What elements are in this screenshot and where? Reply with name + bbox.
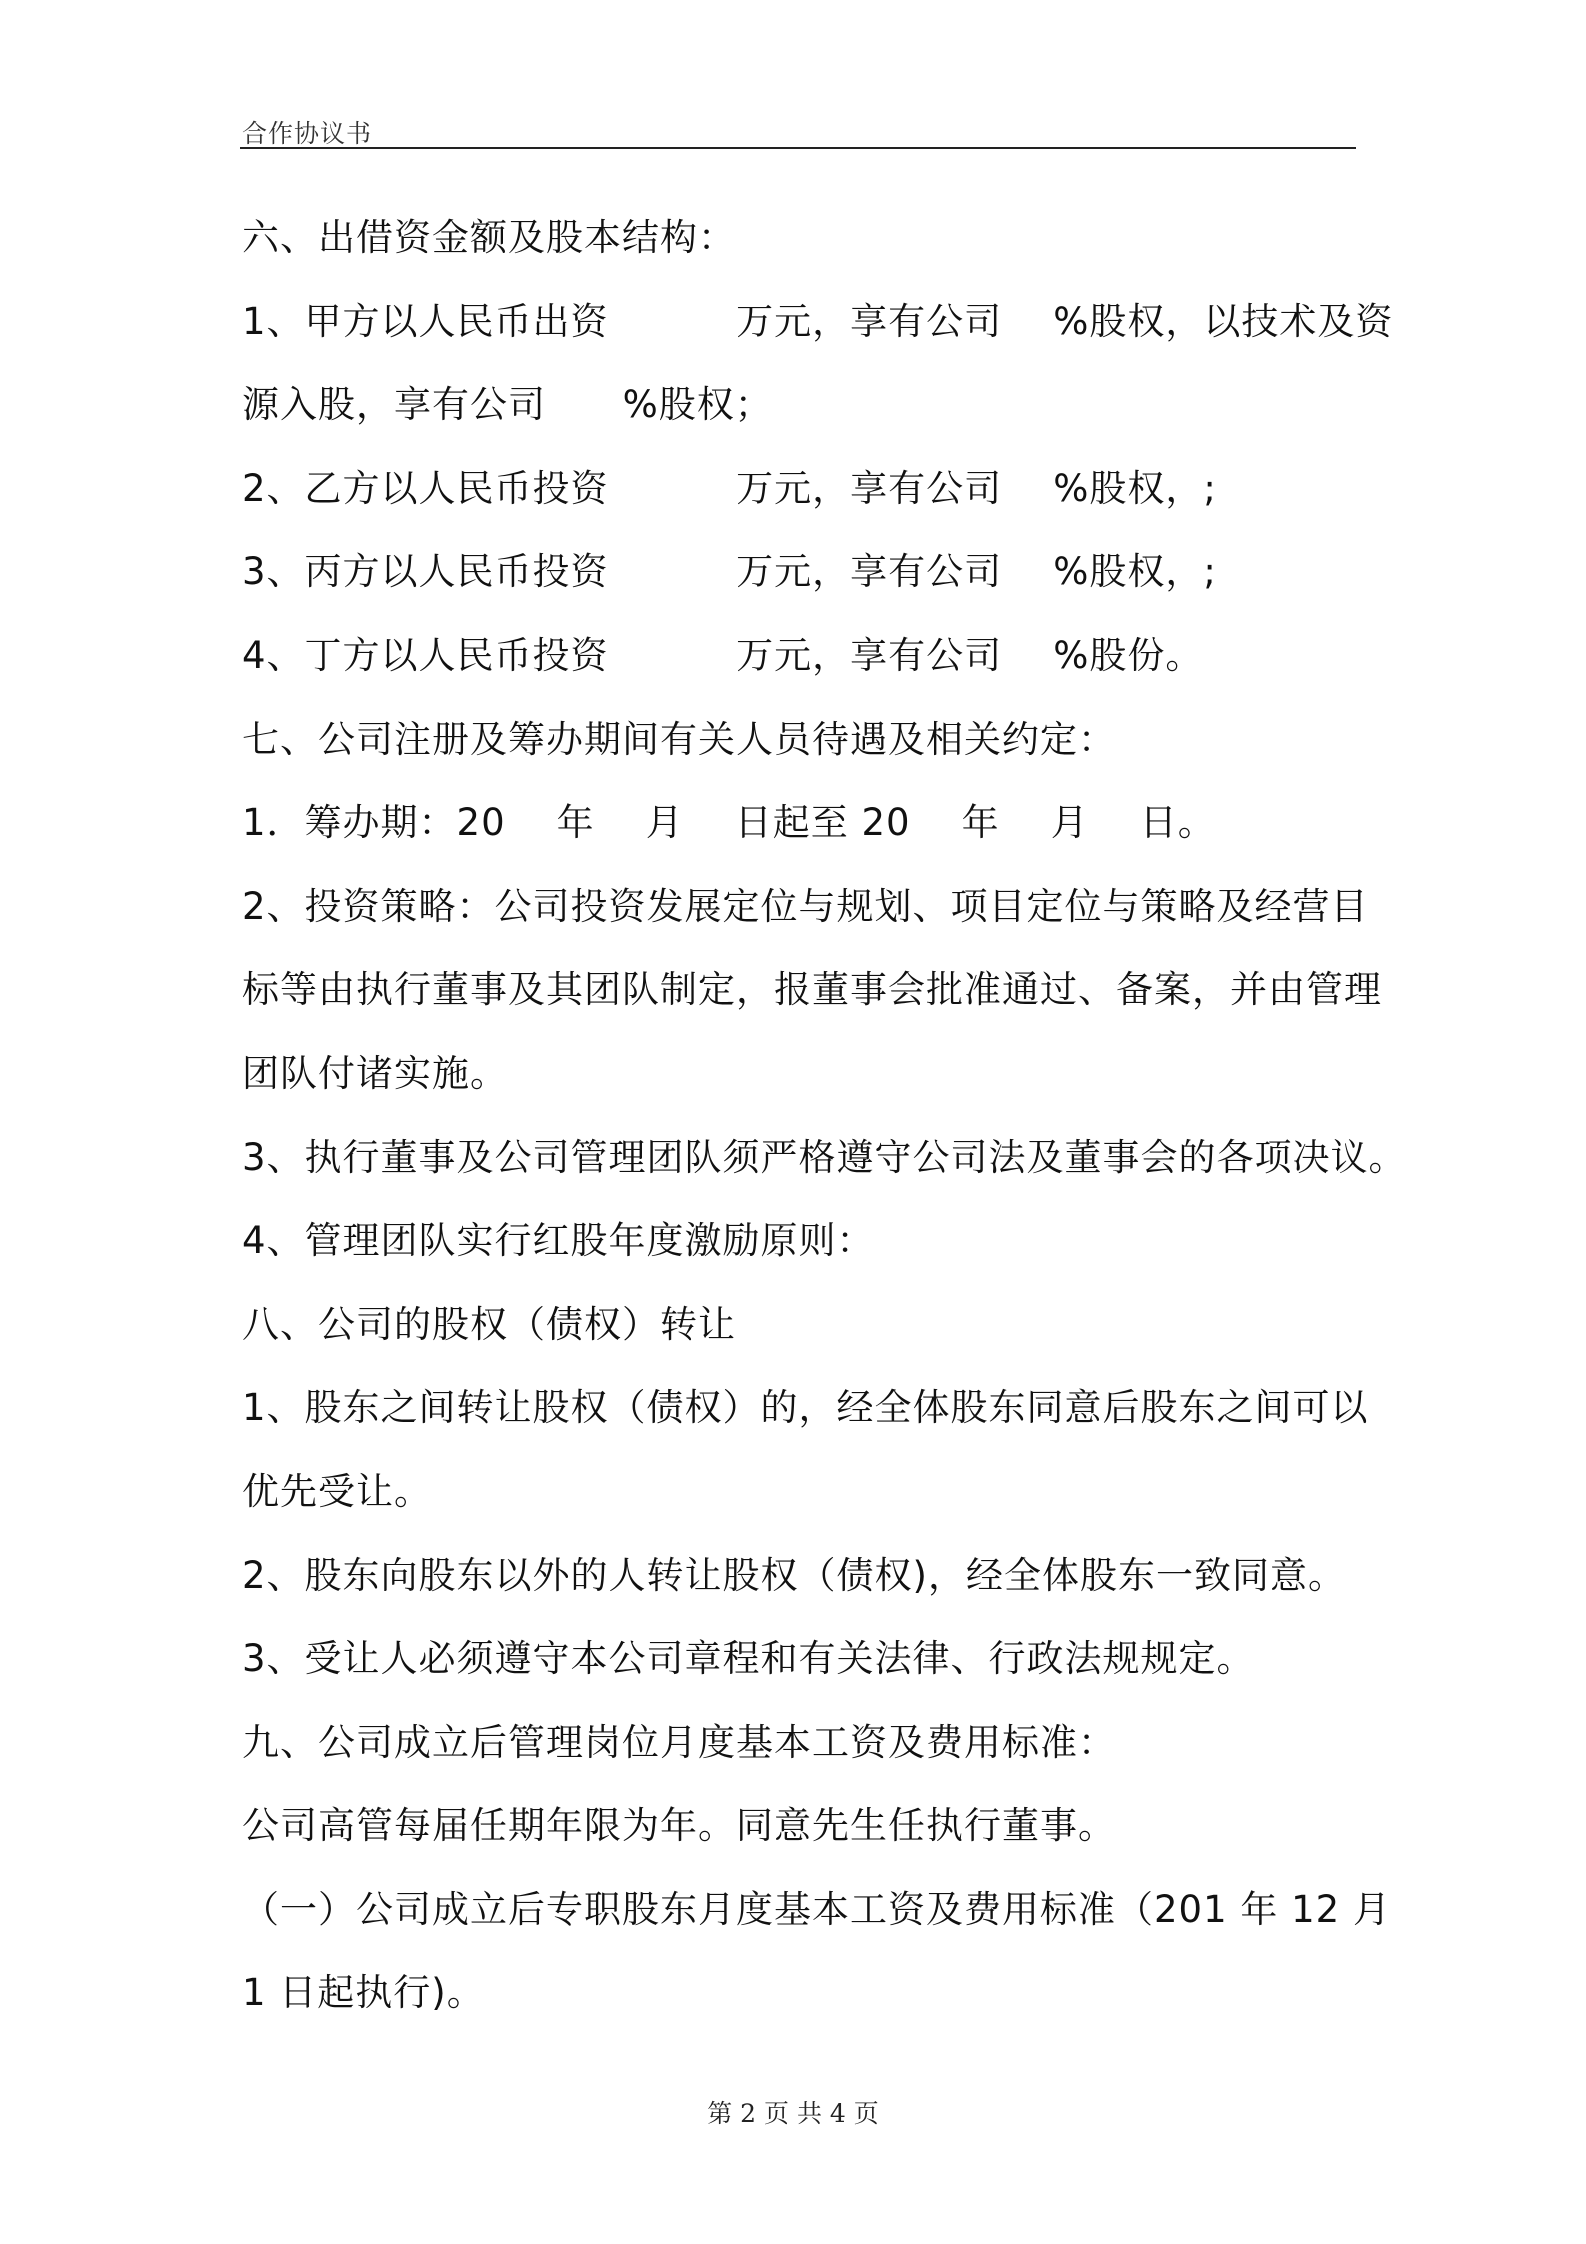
paragraph-line: 优先受让。 (242, 1469, 432, 1513)
section-heading-9: 九、公司成立后管理岗位月度基本工资及费用标准： (242, 1720, 1116, 1764)
paragraph-line: 团队付诸实施。 (242, 1051, 508, 1095)
section-heading-7: 七、公司注册及筹办期间有关人员待遇及相关约定： (242, 717, 1116, 761)
section-heading-8: 八、公司的股权（债权）转让 (242, 1302, 736, 1346)
section-heading-6: 六、出借资金额及股本结构： (242, 216, 736, 259)
paragraph-line: 4、丁方以人民币投资 万元，享有公司 %股份。 (242, 633, 1204, 677)
page-number-footer: 第 2 页 共 4 页 (707, 2099, 879, 2128)
paragraph-line: 1、甲方以人民币出资 万元，享有公司 %股权，以技术及资 (242, 299, 1394, 343)
paragraph-line: 源入股，享有公司 %股权； (242, 383, 773, 427)
paragraph-line: 3、受让人必须遵守本公司章程和有关法律、行政法规规定。 (242, 1637, 1255, 1681)
paragraph-line: 1 日起执行)。 (242, 1971, 485, 2015)
paragraph-line: 2、乙方以人民币投资 万元，享有公司 %股权，; (242, 466, 1217, 510)
paragraph-line: 2、投资策略：公司投资发展定位与规划、项目定位与策略及经营目 (242, 884, 1369, 928)
document-body (242, 196, 1407, 2035)
document-header-title: 合作协议书 (242, 119, 373, 148)
paragraph-line: 3、丙方以人民币投资 万元，享有公司 %股权，; (242, 550, 1217, 594)
paragraph-line: 1．筹办期：20 年 月 日起至 20 年 月 日。 (242, 801, 1216, 845)
paragraph-line: 2、股东向股东以外的人转让股权（债权)，经全体股东一致同意。 (242, 1553, 1346, 1597)
paragraph-line: 3、执行董事及公司管理团队须严格遵守公司法及董事会的各项决议。 (242, 1135, 1407, 1179)
header-divider (240, 147, 1356, 149)
paragraph-line: 4、管理团队实行红股年度激励原则： (242, 1219, 875, 1263)
paragraph-line: 标等由执行董事及其团队制定，报董事会批准通过、备案，并由管理 (242, 968, 1382, 1012)
paragraph-line: 公司高管每届任期年限为年。同意先生任执行董事。 (242, 1804, 1116, 1848)
paragraph-line: （一）公司成立后专职股东月度基本工资及费用标准（201 年 12 月 (242, 1887, 1391, 1931)
paragraph-line: 1、股东之间转让股权（债权）的，经全体股东同意后股东之间可以 (242, 1386, 1369, 1430)
